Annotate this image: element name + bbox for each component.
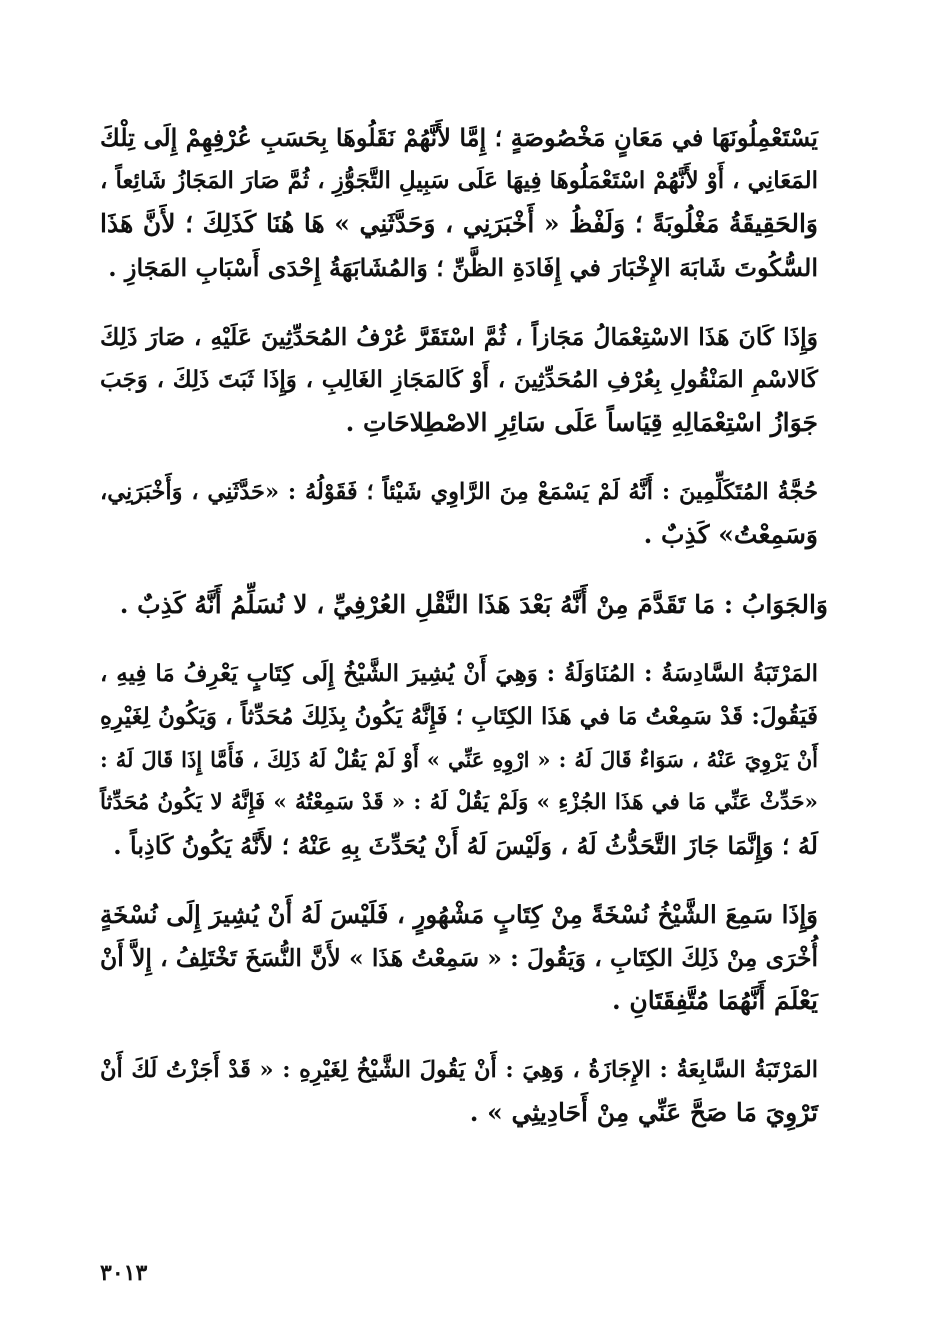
text-line: أُخْرَى مِنْ ذَلِكَ الكِتَابِ ، وَيَقُولَ : « سَمِعْتُ هَذَا » لأَنَّ النُّسَخَ تَخْتَلِفُ ، إِلاَّ أَنْ (100, 944, 818, 972)
text-line: وَالجَوَابُ : مَا تَقَدَّمَ مِنْ أَنَّهُ بَعْدَ هَذَا النَّقْلِ العُرْفِيِّ ، لا نُسَلِّمُ أَنَّهُ كَذِبٌ . (119, 590, 828, 619)
text-line: كَالاسْمِ المَنْقُولِ بِعُرْفِ المُحَدِّثِينَ ، أَوْ كَالمَجَازِ الغَالِبِ ، وَإِذَا ثَبَتَ ذَلِكَ ، وَجَبَ (100, 366, 818, 393)
text-line: المَعَانِي ، أَوْ لأَنَّهُمْ اسْتَعْمَلُوهَا فِيهَا عَلَى سَبِيلِ التَّجَوُّزِ ، ثُمَّ صَارَ المَجَازُ شَائِعاً ، (100, 167, 818, 194)
text-line: حُجَّةُ المُتَكَلِّمِينَ : أَنَّهُ لَمْ يَسْمَعْ مِنَ الرَّاوِي شَيْئاً ؛ فَقَوْلُهُ : «حَدَّثَنِي ، وَأَخْبَرَنِي، (100, 479, 818, 505)
text-line: يَعْلَمَ أَنَّهُمَا مُتَّفِقَتَانِ . (612, 986, 818, 1015)
text-line: فَيَقُولَ: قَدْ سَمِعْتُ مَا في هَذَا الكِتَابِ ؛ فَإِنَّهُ يَكُونُ بِذَلِكَ مُحَدِّثاً ، وَيَكُونُ لِغَيْرِهِ (100, 703, 818, 730)
text-line: لَهُ ؛ وَإِنَّمَا جَازَ التَّحَدُّثُ لَهُ ، وَلَيْسَ لَهُ أَنْ يُحَدِّثَ بِهِ عَنْهُ ؛ لأَنَّهُ يَكُونُ كَاذِباً . (113, 831, 818, 860)
text-line: أَنْ يَرْوِيَ عَنْهُ ، سَوَاءٌ قَالَ لَهُ : « ارْوِهِ عَنِّي » أَوْ لَمْ يَقُلْ لَهُ ذَلِكَ ، فَأَمَّا إِذَا قَالَ لَهُ : (100, 747, 818, 772)
text-line: وَإِذَا كَانَ هَذَا الاسْتِعْمَالُ مَجَازاً ، ثُمَّ اسْتَقَرَّ عُرْفُ المُحَدِّثِينَ عَلَيْهِ ، صَارَ ذَلِكَ (100, 323, 818, 351)
text-line: «حَدِّثْ عَنِّي مَا في هَذَا الجُزْءِ » وَلَمْ يَقُلْ لَهُ : « قَدْ سَمِعْتُهُ » فَإِنَّهُ لا يَكُونُ مُحَدِّثاً (100, 790, 818, 815)
text-line: المَرْتَبَةُ السَّابِعَةُ : الإِجَازَةُ ، وَهِيَ : أَنْ يَقُولَ الشَّيْخُ لِغَيْرِهِ : « قَدْ أَجَزْتُ لَكَ أَنْ (100, 1057, 818, 1083)
page-number: ٣٠١٣ (100, 1260, 148, 1286)
text-line: وَإِذَا سَمِعَ الشَّيْخُ نُسْخَةً مِنْ كِتَابٍ مَشْهُورٍ ، فَلَيْسَ لَهُ أَنْ يُشِيرَ إِلَى نُسْخَةٍ (100, 900, 818, 929)
text-line: جَوَازُ اسْتِعْمَالِهِ قِيَاساً عَلَى سَائِرِ الاصْطِلاحَاتِ . (345, 408, 818, 437)
text-line: المَرْتَبَةُ السَّادِسَةُ : المُنَاوَلَةُ : وَهِيَ أَنْ يُشِيرَ الشَّيْخُ إِلَى كِتَابٍ يَعْرِفُ مَا فِيهِ ، (100, 660, 818, 687)
text-line: وَالحَقِيقَةُ مَغْلُوبَةً ؛ وَلَفْظُ « أَخْبَرَنِي ، وَحَدَّثَنِي » هَا هُنَا كَذَلِكَ ؛ لأَنَّ هَذَا (100, 209, 818, 238)
text-line: تَرْوِيَ مَا صَحَّ عَنِّي مِنْ أَحَادِيثِي » . (469, 1098, 818, 1127)
text-line: يَسْتَعْمِلُونَهَا في مَعَانٍ مَخْصُوصَةٍ ؛ إِمَّا لأَنَّهُمْ نَقَلُوهَا بِحَسَبِ عُرْفِهِمْ إِلَى تِلْكَ (100, 123, 818, 152)
text-line: السُّكُوتَ شَابَهَ الإِخْبَارَ في إِفَادَةِ الظَّنِّ ؛ وَالمُشَابَهَةُ إِحْدَى أَسْبَابِ المَجَازِ . (108, 253, 818, 282)
text-line: وَسَمِعْتُ» كَذِبٌ . (643, 520, 818, 549)
